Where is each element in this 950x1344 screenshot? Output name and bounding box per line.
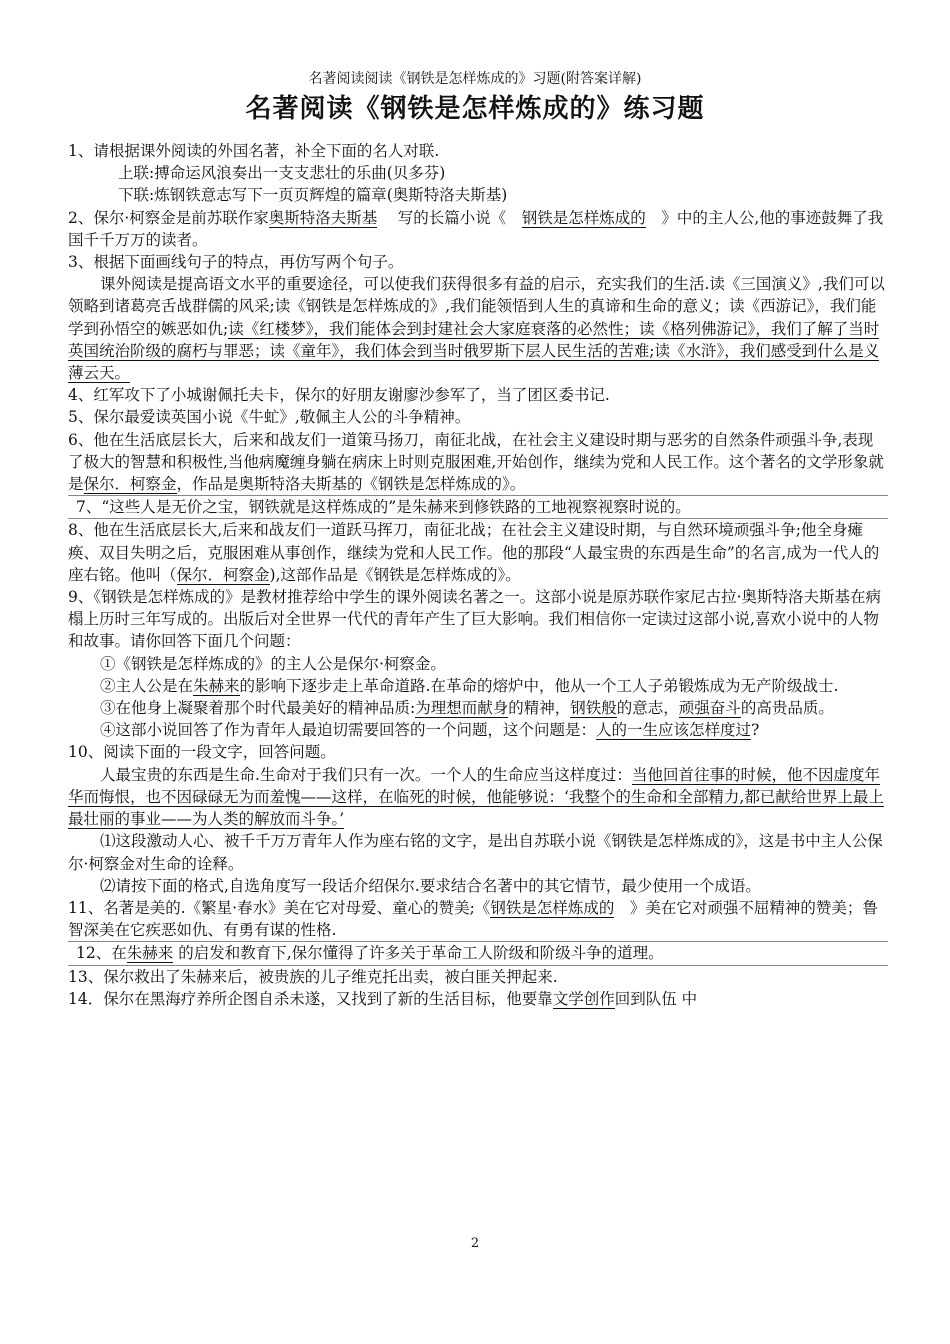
question-9-item-3 bbox=[68, 697, 888, 719]
answer-question: 人的一生应该怎样度过 bbox=[596, 721, 752, 740]
answer-mentor: 朱赫来 bbox=[193, 676, 240, 695]
question-3 bbox=[68, 251, 888, 384]
answer-quality-2: 钢铁般 bbox=[570, 699, 617, 718]
item-text: ③在他身上凝聚着那个时代最美好的精神品质: bbox=[100, 699, 416, 718]
item-text: ④这部小说回答了作为青年人最迫切需要回答的一个问题，这个问题是： bbox=[100, 721, 597, 740]
answer-goal: 文学创作 bbox=[552, 989, 615, 1008]
question-13: 13、保尔救出了朱赫来后，被贵族的儿子维克托出卖，被白匪关押起来. bbox=[68, 967, 558, 986]
question-12-text: 12、在 bbox=[76, 944, 127, 963]
question-10-stem: 10、阅读下面的一段文字，回答问题。 bbox=[68, 743, 336, 762]
question-6 bbox=[68, 429, 888, 496]
question-3-stem: 3、根据下面画线句子的特点，再仿写两个句子。 bbox=[68, 253, 404, 272]
item-text: 的影响下逐步走上革命道路.在革命的熔炉中，他从一个工人子弟锻炼成为无产阶级战士. bbox=[239, 676, 839, 695]
question-2-text: 写的长篇小说《 bbox=[397, 208, 507, 227]
question-7: 7、“这些人是无价之宝，钢铁就是这样炼成的”是朱赫来到修铁路的工地视察视察时说的。 bbox=[68, 495, 888, 519]
couplet-lower: 下联:炼钢铁意志写下一页页辉煌的篇章(奥斯特洛夫斯基) bbox=[118, 186, 508, 205]
question-2-text: 2、保尔·柯察金是前苏联作家 bbox=[68, 208, 269, 227]
question-8-text: ),这部作品是《钢铁是怎样炼成的》。 bbox=[269, 565, 521, 584]
passage-text: 课外阅读是提高语文水平的重要途径，可以使我们获得很多有益的启示，充实我们的生活.读《三国演义》,我们可以领略到诸葛亮舌战群儒的风采;读《钢铁是怎样炼成的》,我们能领悟到人生的真谛和生命的意义；读《西游记》，我们能学到孙悟空的嫉恶如仇; bbox=[68, 275, 885, 338]
page-title: 名著阅读《钢铁是怎样炼成的》练习题 bbox=[245, 94, 705, 124]
question-9 bbox=[68, 586, 888, 741]
answer-imitation: 读《红楼梦》，我们能体会到封建社会大家庭衰落的必然性；读《格列佛游记》，我们了解了当时英国统治阶级的腐朽与罪恶；读《童年》，我们体会到当时俄罗斯下层人民生活的苦难;读《水浒》，我们感受到什么是义薄云天。 bbox=[68, 319, 880, 383]
question-10 bbox=[68, 741, 888, 896]
question-6-text: 6、他在生活底层长大，后来和战友们一道策马扬刀，南征北战，在社会主义建设时期与恶劣的自然条件顽强斗争,表现了极大的智慧和积极性,当他病魔缠身躺在病床上时则克服困难,开始创作，继续为党和人民工作。这个著名的文学形象就是 bbox=[68, 430, 884, 494]
question-6-text: ，作品是奥斯特洛夫斯基的《钢铁是怎样炼成的》。 bbox=[176, 475, 526, 494]
question-14 bbox=[68, 988, 888, 1010]
question-8 bbox=[68, 519, 888, 586]
question-12 bbox=[68, 941, 888, 965]
couplet-upper: 上联:搏命运风浪奏出一支支悲壮的乐曲(贝多芬) bbox=[118, 164, 446, 183]
item-text: 的高贵品质。 bbox=[740, 699, 834, 718]
answer-character: 保尔．柯察金 bbox=[83, 475, 177, 494]
question-9-item-2 bbox=[68, 675, 888, 697]
item-text: ②主人公是在 bbox=[100, 676, 194, 695]
question-9-item-4 bbox=[68, 719, 888, 741]
question-11 bbox=[68, 897, 888, 941]
question-4: 4、红军攻下了小城谢佩托夫卡，保尔的好朋友谢廖沙参军了，当了团区委书记. bbox=[68, 386, 610, 405]
question-14-text: 14．保尔在黑海疗养所企图自杀未遂，又找到了新的生活目标，他要靠 bbox=[68, 989, 553, 1008]
answer-novel: 钢铁是怎样炼成的 bbox=[490, 898, 615, 917]
question-10-passage bbox=[68, 764, 888, 831]
answer-author: 奥斯特洛夫斯基 bbox=[268, 208, 378, 227]
question-11-text: 》美在它对顽强不屈精神的赞美；鲁智深美在它疾恶如仇、有勇有谋的性格. bbox=[68, 898, 878, 940]
question-11-text: 11、名著是美的.《繁星·春水》美在它对母爱、童心的赞美;《 bbox=[68, 898, 491, 917]
question-9-stem: 9、《钢铁是怎样炼成的》是教材推荐给中学生的课外阅读名著之一。这部小说是原苏联作家尼古拉·奥斯特洛夫斯基在病榻上历时三年写成的。出版后对全世界一代代的青年产生了巨大影响。我们相信你一定读过这部小说,喜欢小说中的人物和故事。请你回答下面几个问题： bbox=[68, 588, 882, 651]
answer-quality-1: 为理想而献身 bbox=[415, 699, 509, 718]
question-9-item-1: ①《钢铁是怎样炼成的》的主人公是保尔·柯察金。 bbox=[100, 654, 446, 673]
running-header: 名著阅读阅读《钢铁是怎样炼成的》习题(附答案详解) bbox=[308, 71, 642, 87]
answer-mentor: 朱赫来 bbox=[126, 944, 174, 963]
item-text: 的精神， bbox=[508, 699, 571, 718]
passage-text: 人最宝贵的东西是生命.生命对于我们只有一次。一个人的生命应当这样度过： bbox=[100, 765, 632, 784]
question-3-passage bbox=[68, 273, 888, 384]
question-2 bbox=[68, 207, 888, 251]
question-14-text: 回到队伍 中 bbox=[614, 989, 698, 1008]
answer-novel: 钢铁是怎样炼成的 bbox=[521, 208, 646, 227]
question-2-text: 》中的主人公,他的事迹鼓舞了我国千千万万的读者。 bbox=[68, 208, 884, 249]
question-10-item-1: ⑴这段激动人心、被千千万万青年人作为座右铭的文字，是出自苏联小说《钢铁是怎样炼成的》，这是书中主人公保尔·柯察金对生命的诠释。 bbox=[68, 832, 883, 873]
question-12-text: 的启发和教育下,保尔懂得了许多关于革命工人阶级和阶级斗争的道理。 bbox=[178, 944, 664, 963]
answer-character: 保尔．柯察金 bbox=[176, 565, 270, 584]
question-8-text: 8、他在生活底层长大,后来和战友们一道跃马挥刀，南征北战；在社会主义建设时期，与自然环境顽强斗争;他全身瘫痪、双目失明之后，克服困难从事创作，继续为党和人民工作。他的那段“人最宝贵的东西是生命”的名言,成为一代人的座右铭。他叫（ bbox=[68, 521, 880, 584]
answer-quality-3: 顽强奋斗 bbox=[678, 699, 741, 718]
question-10-item-2: ⑵请按下面的格式,自选角度写一段话介绍保尔.要求结合名著中的其它情节，最少使用一个成语。 bbox=[100, 876, 761, 895]
question-5: 5、保尔最爱读英国小说《牛虻》,敬佩主人公的斗争精神。 bbox=[68, 408, 471, 427]
document-body bbox=[68, 140, 888, 1010]
question-1-stem: 1、请根据课外阅读的外国名著，补全下面的名人对联. bbox=[68, 142, 440, 160]
item-text: 的意志， bbox=[616, 699, 679, 718]
page-number: 2 bbox=[470, 1236, 480, 1251]
item-text: ? bbox=[751, 721, 760, 740]
question-1 bbox=[68, 140, 888, 207]
underlined-quote: 当他回首往事的时候，他不因虚度年华而悔恨，也不因碌碌无为而羞愧——这样，在临死的时候，他能够说：‘我整个的生命和全部精力,都已献给世界上最上最壮丽的事业——为人类的解放而斗争。’ bbox=[68, 765, 884, 829]
